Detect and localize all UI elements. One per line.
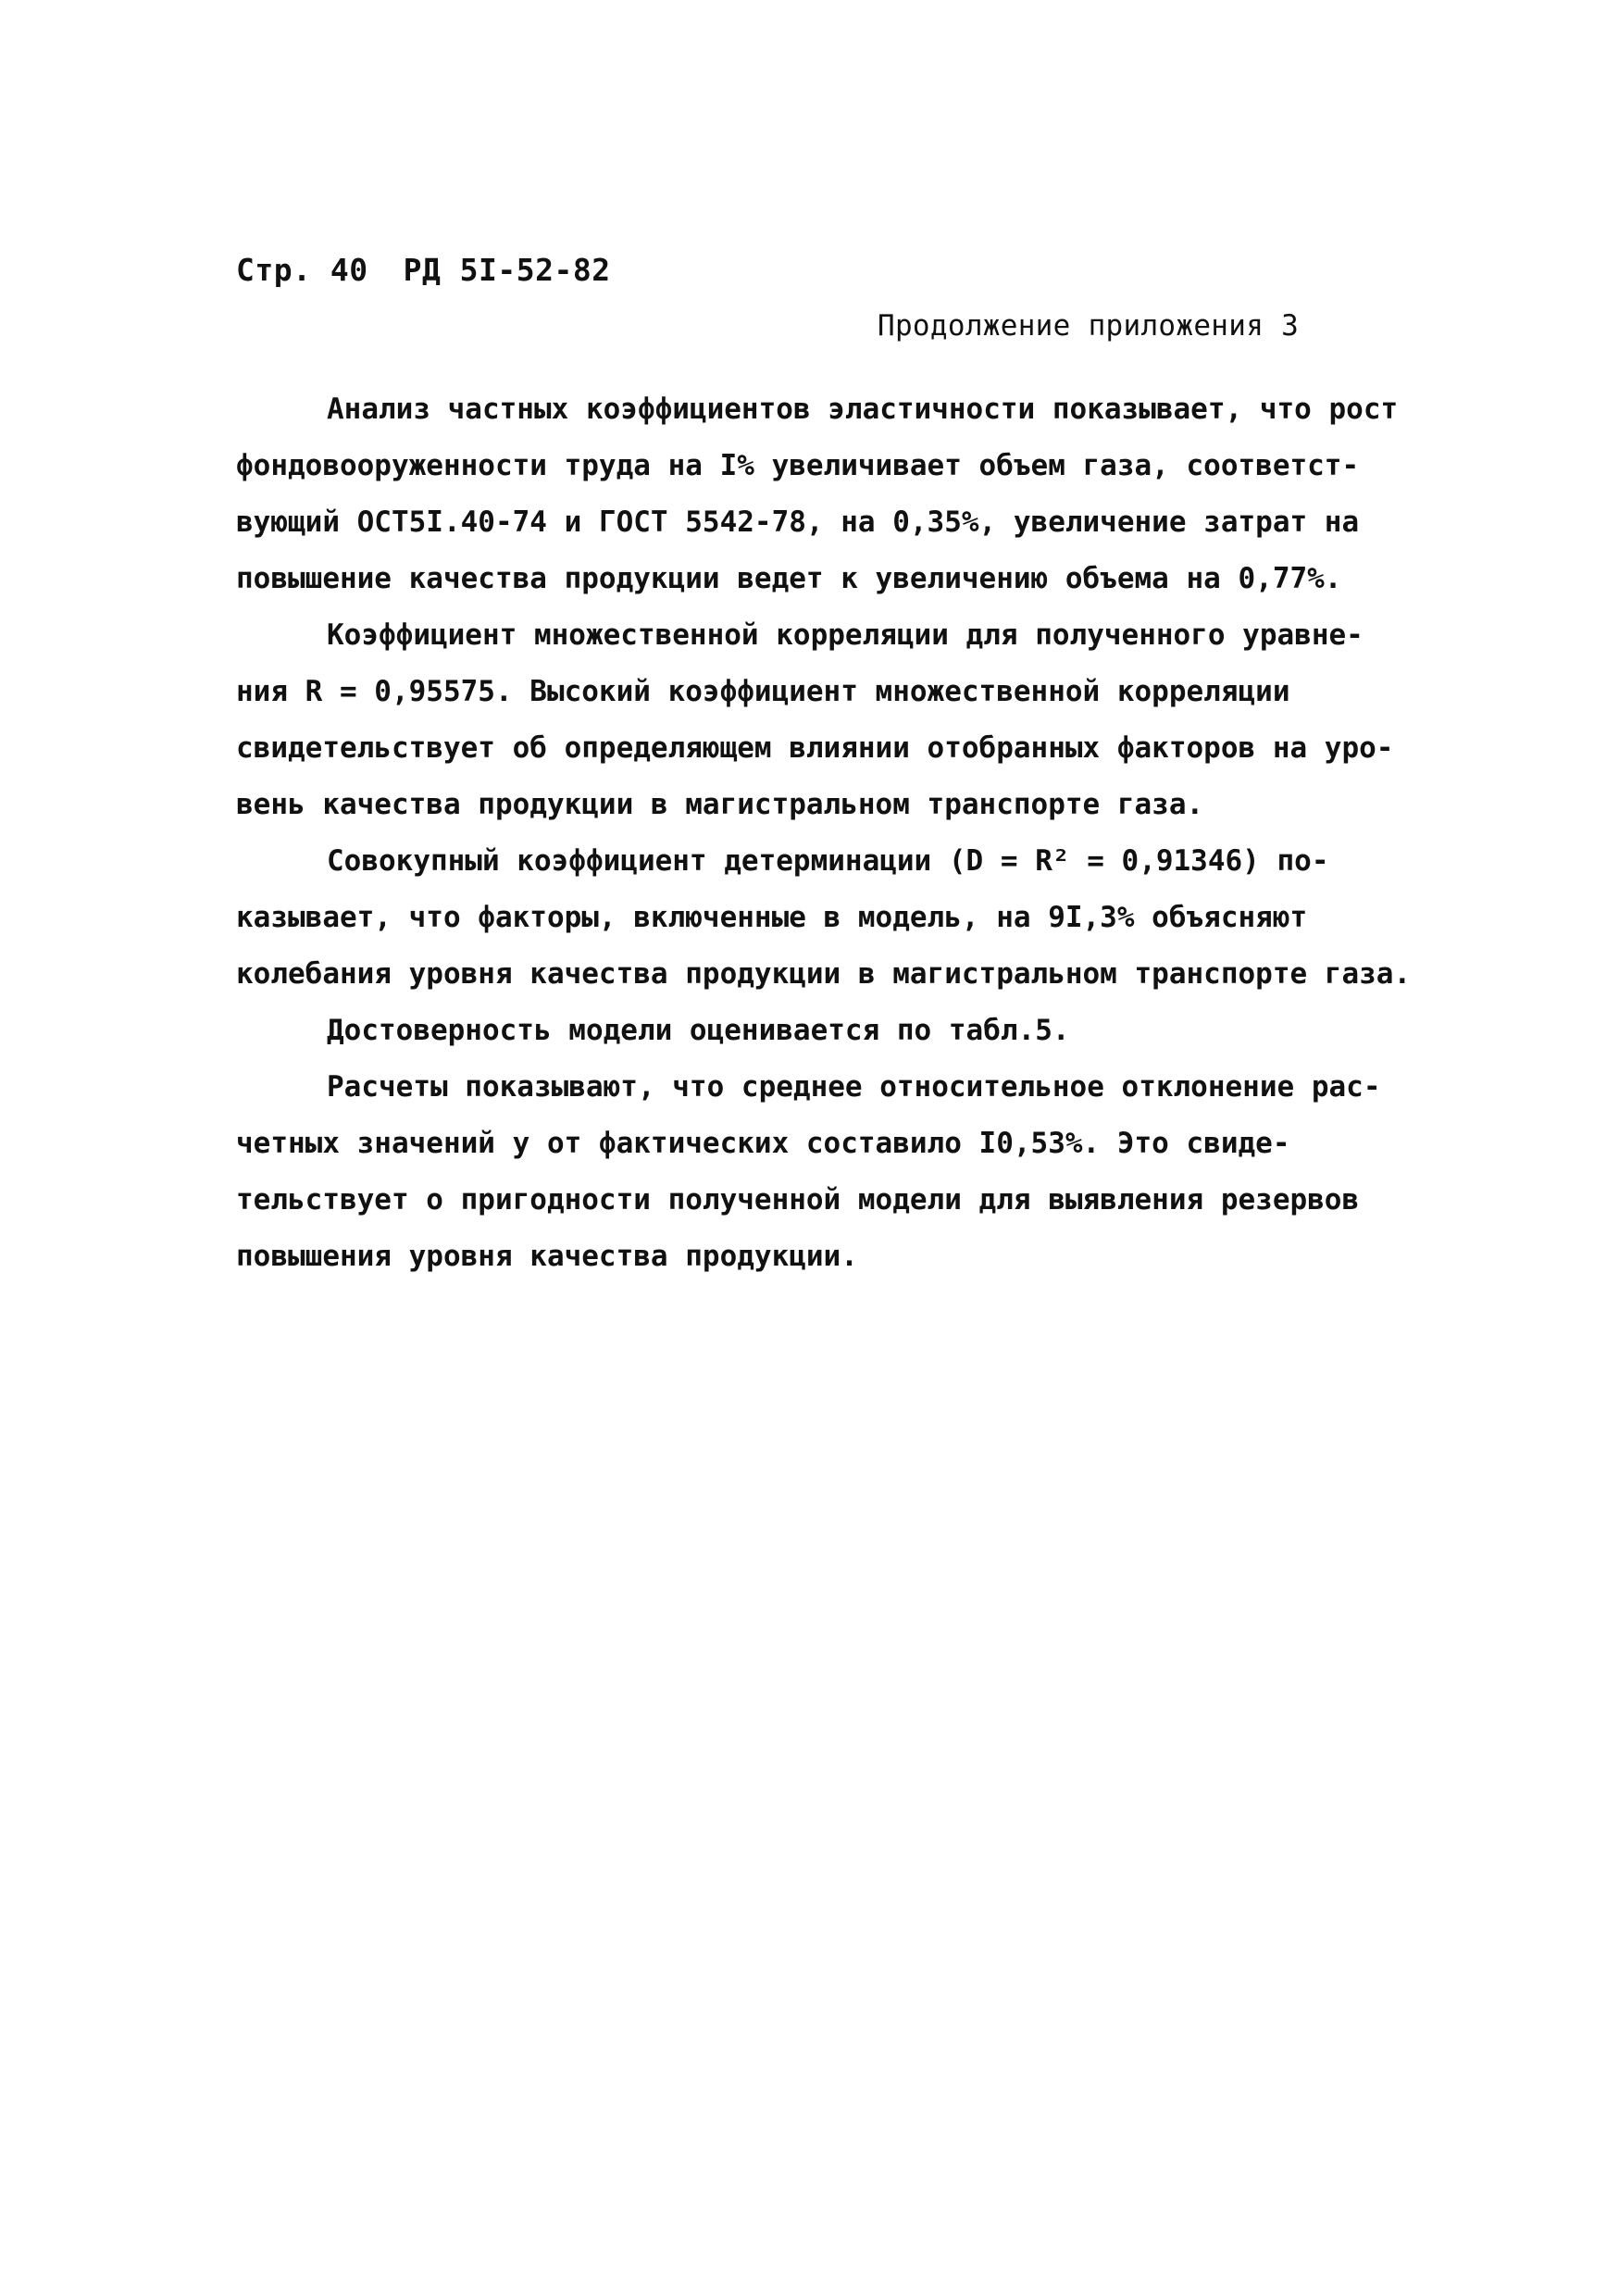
- text-line: тельствует о пригодности полученной модели для выявления резервов: [236, 1183, 1360, 1217]
- text-line: ния R = 0,95575. Высокий коэффициент множественной корреляции: [236, 675, 1290, 708]
- page-header: [236, 252, 611, 288]
- text-line: Достоверность модели оценивается по табл.5.: [327, 1014, 1070, 1047]
- document-code: РД 5I-52-82: [403, 252, 611, 288]
- text-line: вующий ОСТ5I.40-74 и ГОСТ 5542-78, на 0,35%, увеличение затрат на: [236, 505, 1360, 539]
- text-line: Коэффициент множественной корреляции для полученного уравне-: [327, 618, 1364, 652]
- text-line: Совокупный коэффициент детерминации (D = R² = 0,91346) по-: [327, 844, 1329, 878]
- text-line: казывает, что факторы, включенные в модель, на 9I,3% объясняют: [236, 901, 1308, 934]
- appendix-continuation-title: Продолжение приложения 3: [878, 309, 1300, 343]
- text-line: четных значений y от фактических составило I0,53%. Это свиде-: [236, 1127, 1290, 1160]
- text-line: повышение качества продукции ведет к увеличению объема на 0,77%.: [236, 562, 1342, 595]
- page-number: Стр. 40: [236, 252, 368, 288]
- text-line: вень качества продукции в магистральном транспорте газа.: [236, 788, 1204, 821]
- text-line: колебания уровня качества продукции в магистральном транспорте газа.: [236, 957, 1412, 991]
- body-text: [236, 381, 1412, 1285]
- text-line: свидетельствует об определяющем влиянии отобранных факторов на уро-: [236, 731, 1394, 765]
- text-line: повышения уровня качества продукции.: [236, 1240, 858, 1273]
- text-line: Анализ частных коэффициентов эластичности показывает, что рост: [327, 393, 1399, 426]
- text-line: Расчеты показывают, что среднее относительное отклонение рас-: [327, 1070, 1381, 1104]
- text-line: фондовооруженности труда на I% увеличивает объем газа, соответст-: [236, 449, 1360, 482]
